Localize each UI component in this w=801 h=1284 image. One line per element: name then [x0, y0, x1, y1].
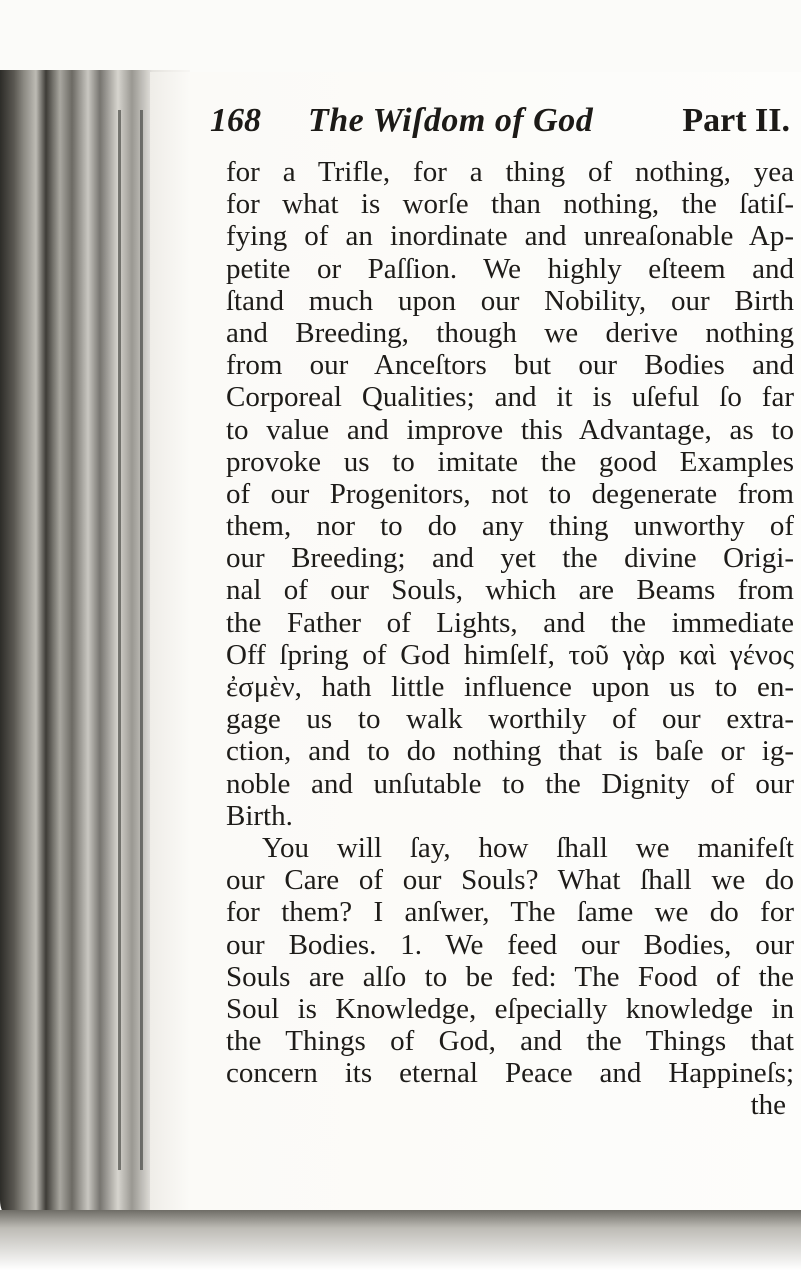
text-line: for a Trifle, for a thing of nothing, yea	[226, 156, 794, 188]
text-line: our Care of our Souls? What ſhall we do	[226, 864, 794, 897]
text-line: ſtand much upon our Nobility, our Birth	[226, 284, 794, 317]
text-line: fying of an inordinate and unreaſonable Ap-	[226, 220, 794, 253]
text-line: noble and unſutable to the Dignity of our	[226, 767, 794, 800]
text-line: to value and improve this Advantage, as to	[226, 413, 794, 446]
text-line: Birth.	[226, 799, 293, 832]
text-line: You will ſay, how ſhall we manifeſt	[262, 831, 794, 864]
text-line: nal of our Souls, which are Beams from	[226, 574, 794, 607]
running-header	[210, 98, 790, 150]
text-line: our Breeding; and yet the divine Origi-	[226, 542, 794, 575]
text-line: and Breeding, though we derive nothing	[226, 316, 794, 349]
text-line: Souls are alſo to be fed: The Food of the	[226, 960, 794, 993]
text-line: petite or Paſſion. We highly eſteem and	[226, 252, 794, 285]
text-line: our Bodies. 1. We feed our Bodies, our	[226, 928, 794, 961]
running-title: The Wiſdom of God	[308, 102, 594, 139]
text-line: for what is worſe than nothing, the ſatiſ-	[226, 188, 794, 221]
page-bottom-shadow	[0, 1210, 801, 1284]
gutter-edge-line	[140, 110, 143, 1170]
text-line: provoke us to imitate the good Examples	[226, 445, 794, 478]
text-line: ἐσμὲν, hath little influence upon us to en-	[226, 671, 794, 703]
part-label: Part II.	[682, 102, 790, 139]
text-line: ction, and to do nothing that is baſe or ig-	[226, 735, 794, 768]
text-line: Off ſpring of God himſelf, τοῦ γὰρ καὶ γένος	[226, 638, 794, 671]
page-number: 168	[210, 102, 261, 139]
text-line: from our Anceſtors but our Bodies and	[226, 349, 794, 382]
body-text	[226, 156, 794, 1122]
catchword: the	[750, 1089, 786, 1122]
text-line: gage us to walk worthily of our extra-	[226, 703, 794, 736]
text-line: the Things of God, and the Things that	[226, 1025, 794, 1058]
text-line: Corporeal Qualities; and it is uſeful ſo far	[226, 381, 794, 414]
text-line: Soul is Knowledge, eſpecially knowledge in	[226, 992, 794, 1025]
text-line: the Father of Lights, and the immediate	[226, 606, 794, 639]
text-line: them, nor to do any thing unworthy of	[226, 510, 794, 543]
text-line: for them? I anſwer, The ſame we do for	[226, 896, 794, 929]
text-line: of our Progenitors, not to degenerate from	[226, 477, 794, 510]
text-line: concern its eternal Peace and Happineſs;	[226, 1057, 794, 1090]
gutter-edge-line	[118, 110, 121, 1170]
